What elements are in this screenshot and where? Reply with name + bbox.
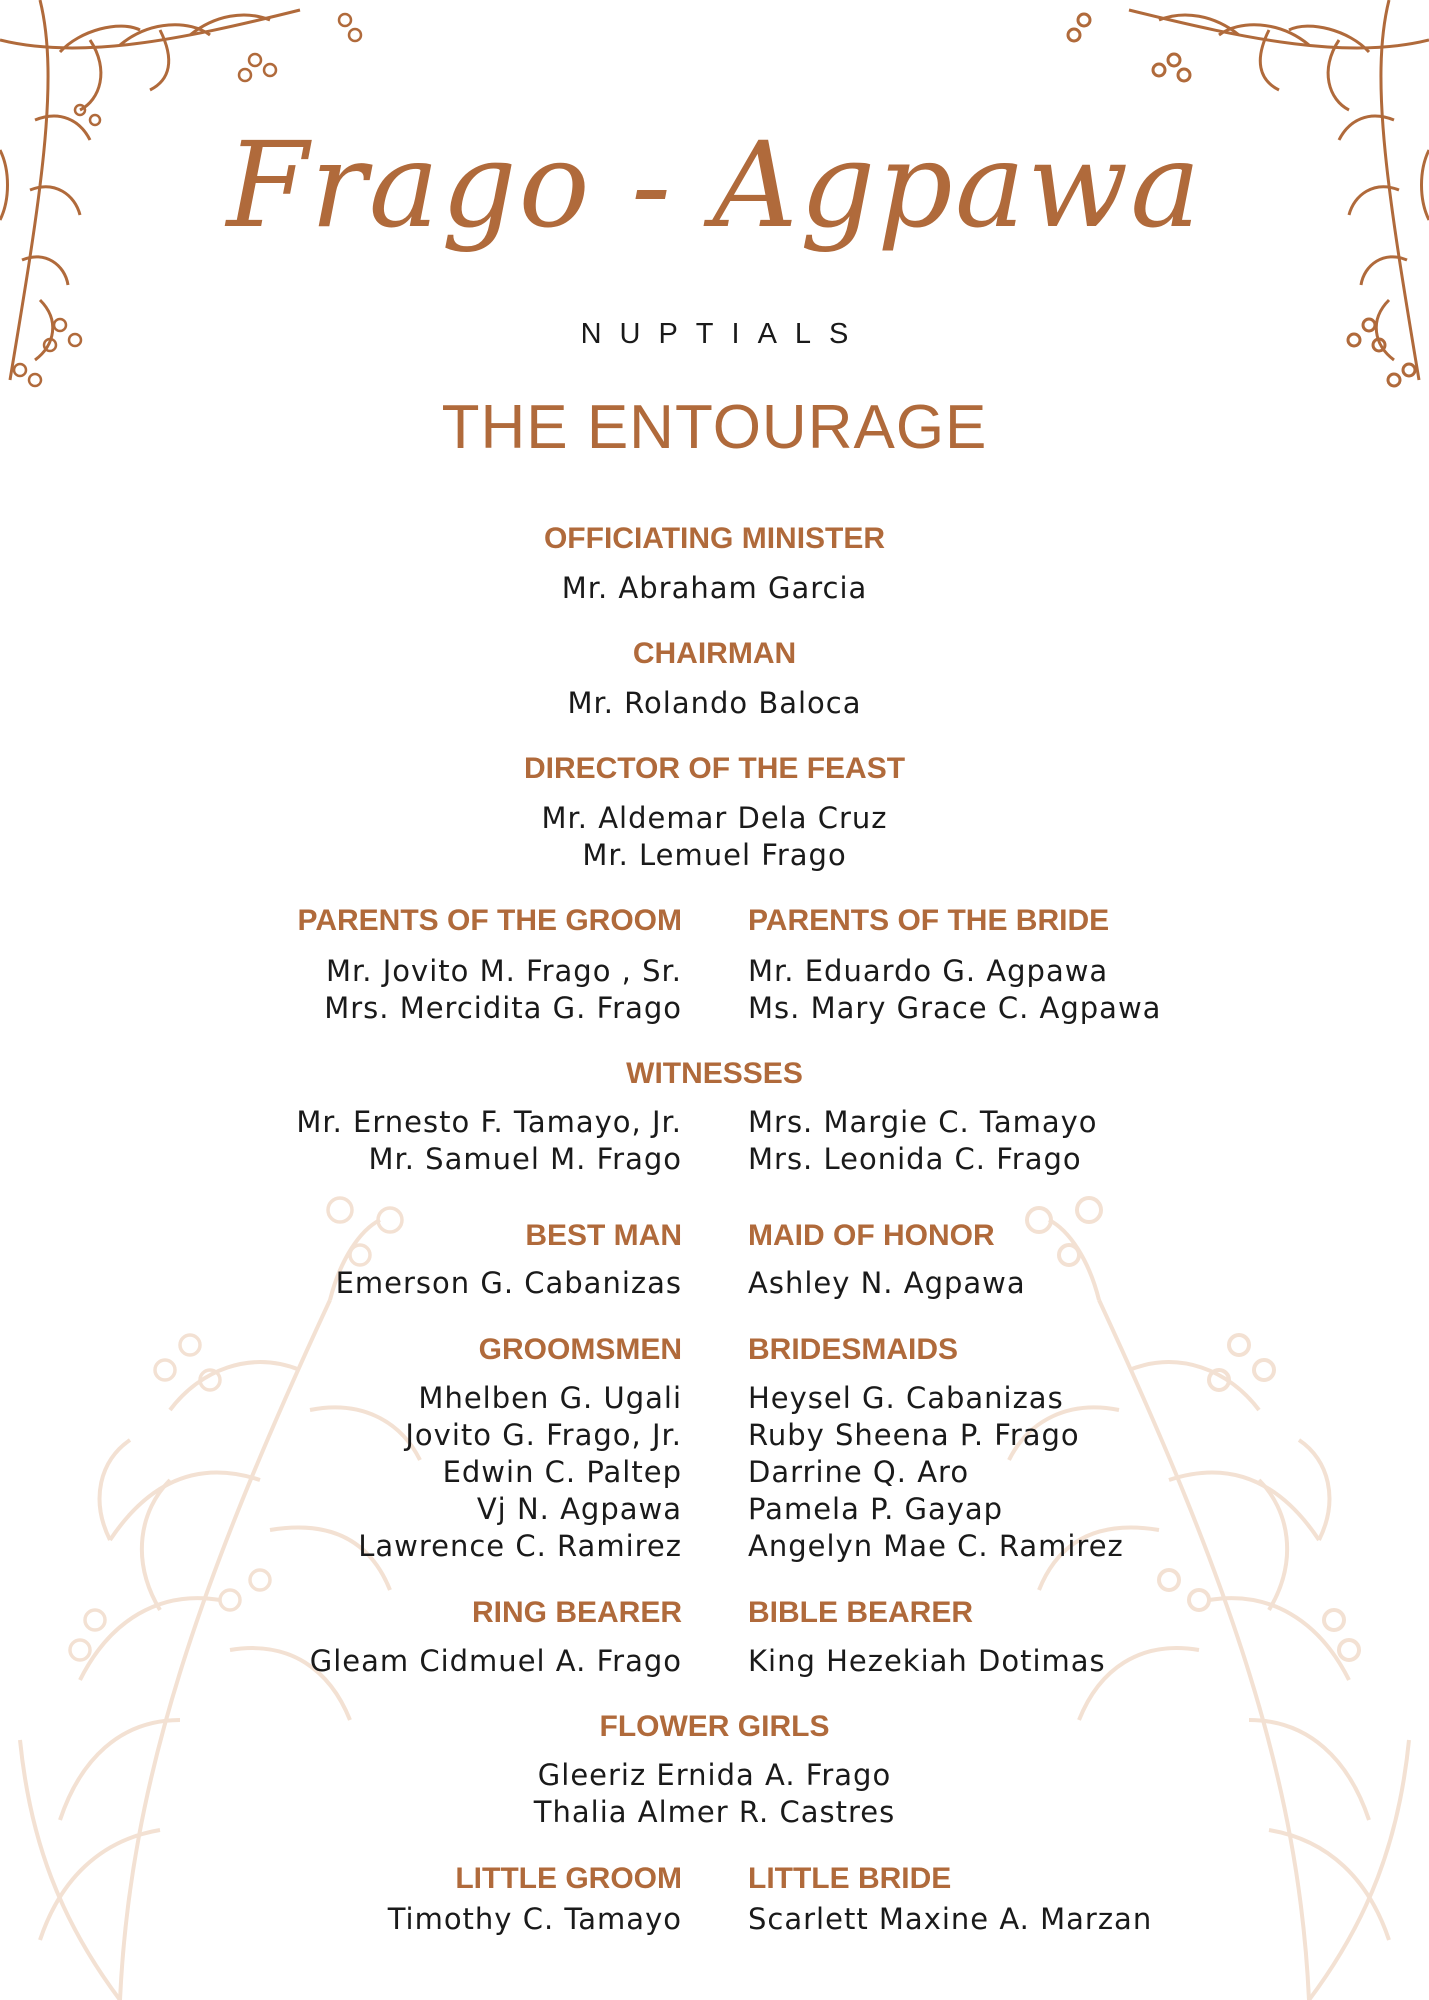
name-director-of-feast-1: Mr. Aldemar Dela Cruz bbox=[541, 801, 888, 835]
name-bridesmaid-1: Heysel G. Cabanizas bbox=[748, 1381, 1064, 1415]
name-bible-bearer: King Hezekiah Dotimas bbox=[748, 1644, 1106, 1678]
name-ring-bearer: Gleam Cidmuel A. Frago bbox=[309, 1644, 682, 1678]
bottom-right-faded-branch-decoration bbox=[869, 1180, 1429, 2000]
name-bridesmaid-3: Darrine Q. Aro bbox=[748, 1455, 970, 1489]
name-little-groom: Timothy C. Tamayo bbox=[387, 1902, 682, 1936]
name-flower-girl-2: Thalia Almer R. Castres bbox=[533, 1795, 896, 1829]
role-witnesses: WITNESSES bbox=[626, 1057, 803, 1090]
name-groomsman-3: Edwin C. Paltep bbox=[442, 1455, 682, 1489]
name-witness-right-1: Mrs. Margie C. Tamayo bbox=[748, 1105, 1098, 1139]
name-mother-of-groom: Mrs. Mercidita G. Frago bbox=[324, 991, 682, 1025]
name-witness-left-1: Mr. Ernesto F. Tamayo, Jr. bbox=[296, 1105, 682, 1139]
role-ring-bearer: RING BEARER bbox=[471, 1596, 682, 1629]
name-mother-of-bride: Ms. Mary Grace C. Agpawa bbox=[748, 991, 1162, 1025]
name-bridesmaid-4: Pamela P. Gayap bbox=[748, 1492, 1004, 1526]
role-bridesmaids: BRIDESMAIDS bbox=[748, 1333, 959, 1366]
role-best-man: BEST MAN bbox=[525, 1219, 682, 1252]
name-little-bride: Scarlett Maxine A. Marzan bbox=[748, 1902, 1153, 1936]
name-father-of-groom: Mr. Jovito M. Frago , Sr. bbox=[326, 954, 682, 988]
name-best-man: Emerson G. Cabanizas bbox=[335, 1266, 682, 1300]
role-bible-bearer: BIBLE BEARER bbox=[748, 1596, 974, 1629]
role-parents-of-groom: PARENTS OF THE GROOM bbox=[297, 904, 682, 937]
name-groomsman-2: Jovito G. Frago, Jr. bbox=[405, 1418, 682, 1452]
role-flower-girls: FLOWER GIRLS bbox=[599, 1710, 830, 1743]
name-flower-girl-1: Gleeriz Ernida A. Frago bbox=[537, 1758, 892, 1792]
name-witness-right-2: Mrs. Leonida C. Frago bbox=[748, 1142, 1082, 1176]
name-father-of-bride: Mr. Eduardo G. Agpawa bbox=[748, 954, 1109, 988]
role-groomsmen: GROOMSMEN bbox=[478, 1333, 682, 1366]
role-little-bride: LITTLE BRIDE bbox=[748, 1862, 952, 1895]
role-officiating-minister: OFFICIATING MINISTER bbox=[543, 522, 886, 555]
role-parents-of-bride: PARENTS OF THE BRIDE bbox=[748, 904, 1110, 937]
name-maid-of-honor: Ashley N. Agpawa bbox=[748, 1266, 1026, 1300]
name-director-of-feast-2: Mr. Lemuel Frago bbox=[582, 838, 847, 872]
name-groomsman-4: Vj N. Agpawa bbox=[476, 1492, 682, 1526]
role-chairman: CHAIRMAN bbox=[632, 637, 797, 670]
entourage-title: THE ENTOURAGE bbox=[441, 393, 988, 462]
name-groomsman-5: Lawrence C. Ramirez bbox=[358, 1529, 682, 1563]
name-witness-left-2: Mr. Samuel M. Frago bbox=[368, 1142, 682, 1176]
name-officiating-minister: Mr. Abraham Garcia bbox=[561, 571, 868, 605]
role-director-of-feast: DIRECTOR OF THE FEAST bbox=[523, 752, 906, 785]
name-bridesmaid-2: Ruby Sheena P. Frago bbox=[748, 1418, 1080, 1452]
role-maid-of-honor: MAID OF HONOR bbox=[748, 1219, 995, 1252]
name-groomsman-1: Mhelben G. Ugali bbox=[418, 1381, 682, 1415]
name-bridesmaid-5: Angelyn Mae C. Ramirez bbox=[748, 1529, 1124, 1563]
nuptials-subtitle: NUPTIALS bbox=[580, 318, 867, 350]
name-chairman: Mr. Rolando Baloca bbox=[567, 686, 862, 720]
couple-script-title: Frago - Agpawa bbox=[226, 116, 1203, 254]
role-little-groom: LITTLE GROOM bbox=[455, 1862, 682, 1895]
